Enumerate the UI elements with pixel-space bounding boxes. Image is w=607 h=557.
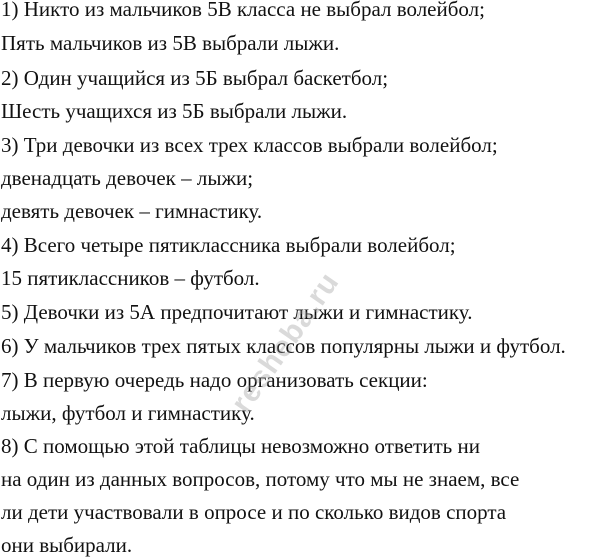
text-line-11: 6) У мальчиков трех пятых классов популярны лыжи и футбол. — [1, 334, 566, 358]
text-line-7: девять девочек – гимнастику. — [1, 199, 263, 223]
text-line-17: они выбирали. — [1, 533, 133, 557]
text-line-1: 1) Никто из мальчиков 5В класса не выбрал волейбол; — [1, 0, 485, 21]
text-line-16: ли дети участвовали в опросе и по сколько видов спорта — [1, 500, 507, 524]
text-line-2: Пять мальчиков из 5В выбрали лыжи. — [1, 31, 340, 55]
text-line-13: лыжи, футбол и гимнастику. — [1, 401, 255, 425]
text-line-6: двенадцать девочек – лыжи; — [1, 166, 254, 190]
text-line-15: на один из данных вопросов, потому что мы не знаем, все — [1, 467, 520, 491]
text-line-4: Шесть учащихся из 5Б выбрали лыжи. — [1, 99, 348, 123]
watermark-logo: resheba.ru — [225, 266, 346, 419]
text-line-12: 7) В первую очередь надо организовать секции: — [1, 368, 428, 392]
text-line-3: 2) Один учащийся из 5Б выбрал баскетбол; — [1, 66, 389, 90]
text-line-5: 3) Три девочки из всех трех классов выбрали волейбол; — [1, 133, 498, 157]
text-line-10: 5) Девочки из 5А предпочитают лыжи и гимнастику. — [1, 300, 473, 324]
text-line-14: 8) С помощью этой таблицы невозможно ответить ни — [1, 434, 480, 458]
text-line-9: 15 пятиклассников – футбол. — [1, 266, 260, 290]
text-line-8: 4) Всего четыре пятиклассника выбрали волейбол; — [1, 233, 456, 257]
